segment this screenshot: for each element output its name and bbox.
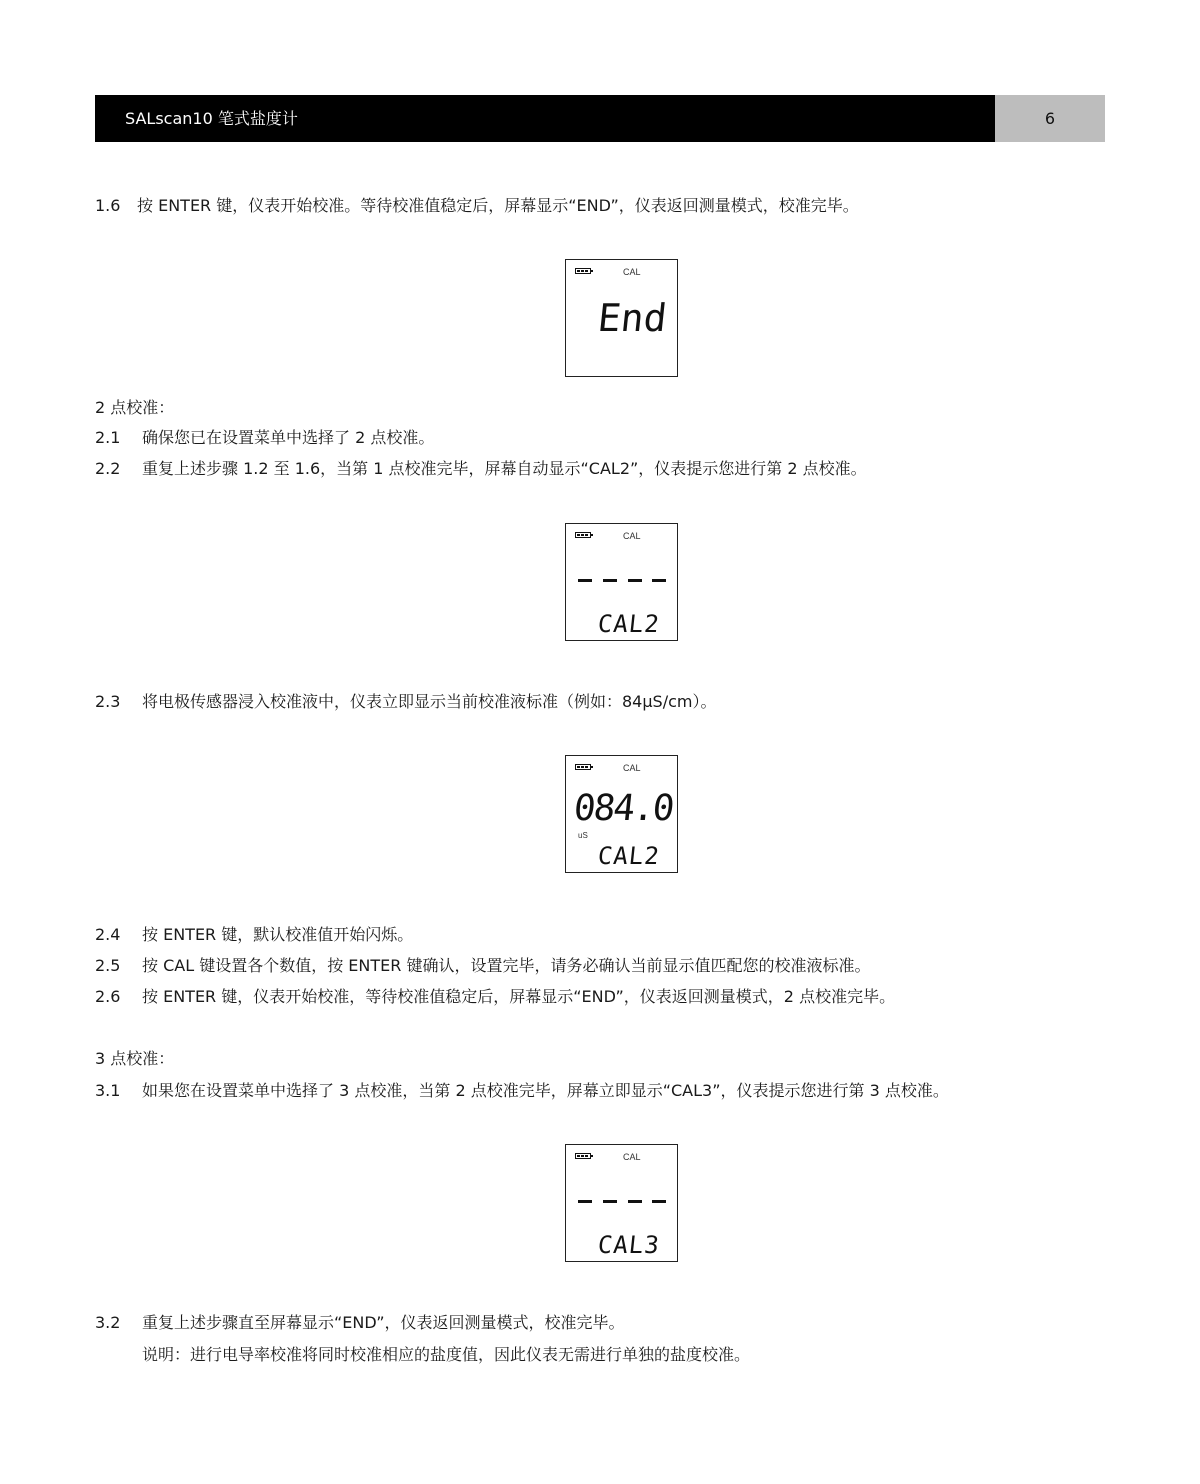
cal-indicator: CAL bbox=[623, 267, 641, 277]
lcd-dash bbox=[628, 1200, 642, 1203]
lcd-main-reading: 084.0 bbox=[571, 788, 675, 829]
step-text: 确保您已在设置菜单中选择了 2 点校准。 bbox=[142, 428, 435, 447]
step-number: 3.2 bbox=[95, 1313, 121, 1332]
step-number: 2.2 bbox=[95, 459, 121, 478]
lcd-dash bbox=[578, 1200, 592, 1203]
cal-indicator: CAL bbox=[623, 1152, 641, 1162]
step-1-6 bbox=[95, 195, 859, 217]
step-text: 如果您在设置菜单中选择了 3 点校准，当第 2 点校准完毕，屏幕立即显示“CAL3”，仪表提示您进行第 3 点校准。 bbox=[142, 1081, 949, 1100]
step-2-6 bbox=[95, 986, 895, 1008]
lcd-display-cal2-value bbox=[565, 755, 678, 873]
lcd-dash bbox=[603, 1200, 617, 1203]
step-number: 2.4 bbox=[95, 925, 121, 944]
step-text: 按 ENTER 键，仪表开始校准。等待校准值稳定后，屏幕显示“END”，仪表返回测量模式，校准完毕。 bbox=[137, 196, 859, 215]
cal-indicator: CAL bbox=[623, 763, 641, 773]
lcd-dash bbox=[578, 579, 592, 582]
battery-icon bbox=[575, 532, 591, 538]
step-text: 按 ENTER 键，仪表开始校准，等待校准值稳定后，屏幕显示“END”，仪表返回测量模式，2 点校准完毕。 bbox=[142, 987, 896, 1006]
battery-icon bbox=[575, 268, 591, 274]
step-number: 2.1 bbox=[95, 428, 121, 447]
lcd-main-reading: End bbox=[595, 296, 669, 340]
step-2-4 bbox=[95, 924, 413, 946]
step-number: 2.5 bbox=[95, 956, 121, 975]
step-number: 2.3 bbox=[95, 692, 121, 711]
step-text: 重复上述步骤直至屏幕显示“END”，仪表返回测量模式，校准完毕。 bbox=[142, 1313, 625, 1332]
lcd-dash bbox=[603, 579, 617, 582]
cal-indicator: CAL bbox=[623, 531, 641, 541]
lcd-display-cal2 bbox=[565, 523, 678, 641]
step-text: 按 CAL 键设置各个数值，按 ENTER 键确认，设置完毕，请务必确认当前显示值匹配您的校准液标准。 bbox=[142, 956, 871, 975]
lcd-dash bbox=[652, 1200, 666, 1203]
step-number: 3.1 bbox=[95, 1081, 121, 1100]
battery-icon bbox=[575, 764, 591, 770]
section-title-3-point: 3 点校准： bbox=[95, 1049, 175, 1068]
step-3-1 bbox=[95, 1080, 949, 1102]
lcd-display-end bbox=[565, 259, 678, 377]
step-text: 按 ENTER 键，默认校准值开始闪烁。 bbox=[142, 925, 414, 944]
lcd-sub-reading: CAL2 bbox=[596, 842, 662, 870]
step-3-2 bbox=[95, 1312, 625, 1334]
lcd-unit: uS bbox=[578, 831, 588, 840]
step-text: 将电极传感器浸入校准液中，仪表立即显示当前校准液标准（例如：84μS/cm）。 bbox=[142, 692, 717, 711]
lcd-sub-reading: CAL2 bbox=[596, 610, 662, 638]
step-2-2 bbox=[95, 458, 867, 480]
page-header bbox=[95, 95, 1105, 142]
lcd-dash bbox=[652, 579, 666, 582]
battery-icon bbox=[575, 1153, 591, 1159]
note-text: 说明：进行电导率校准将同时校准相应的盐度值，因此仪表无需进行单独的盐度校准。 bbox=[142, 1345, 751, 1364]
page-number: 6 bbox=[995, 95, 1105, 142]
step-number: 1.6 bbox=[95, 196, 121, 215]
step-number: 2.6 bbox=[95, 987, 121, 1006]
lcd-display-cal3 bbox=[565, 1144, 678, 1262]
lcd-dash bbox=[628, 579, 642, 582]
document-title: SALscan10 笔式盐度计 bbox=[95, 95, 995, 142]
lcd-dashes bbox=[578, 579, 666, 583]
step-2-1 bbox=[95, 427, 434, 449]
lcd-sub-reading: CAL3 bbox=[596, 1231, 662, 1259]
step-2-5 bbox=[95, 955, 870, 977]
step-text: 重复上述步骤 1.2 至 1.6，当第 1 点校准完毕，屏幕自动显示“CAL2”，仪表提示您进行第 2 点校准。 bbox=[142, 459, 867, 478]
step-2-3 bbox=[95, 691, 716, 713]
section-title-2-point: 2 点校准： bbox=[95, 398, 175, 417]
lcd-dashes bbox=[578, 1200, 666, 1204]
